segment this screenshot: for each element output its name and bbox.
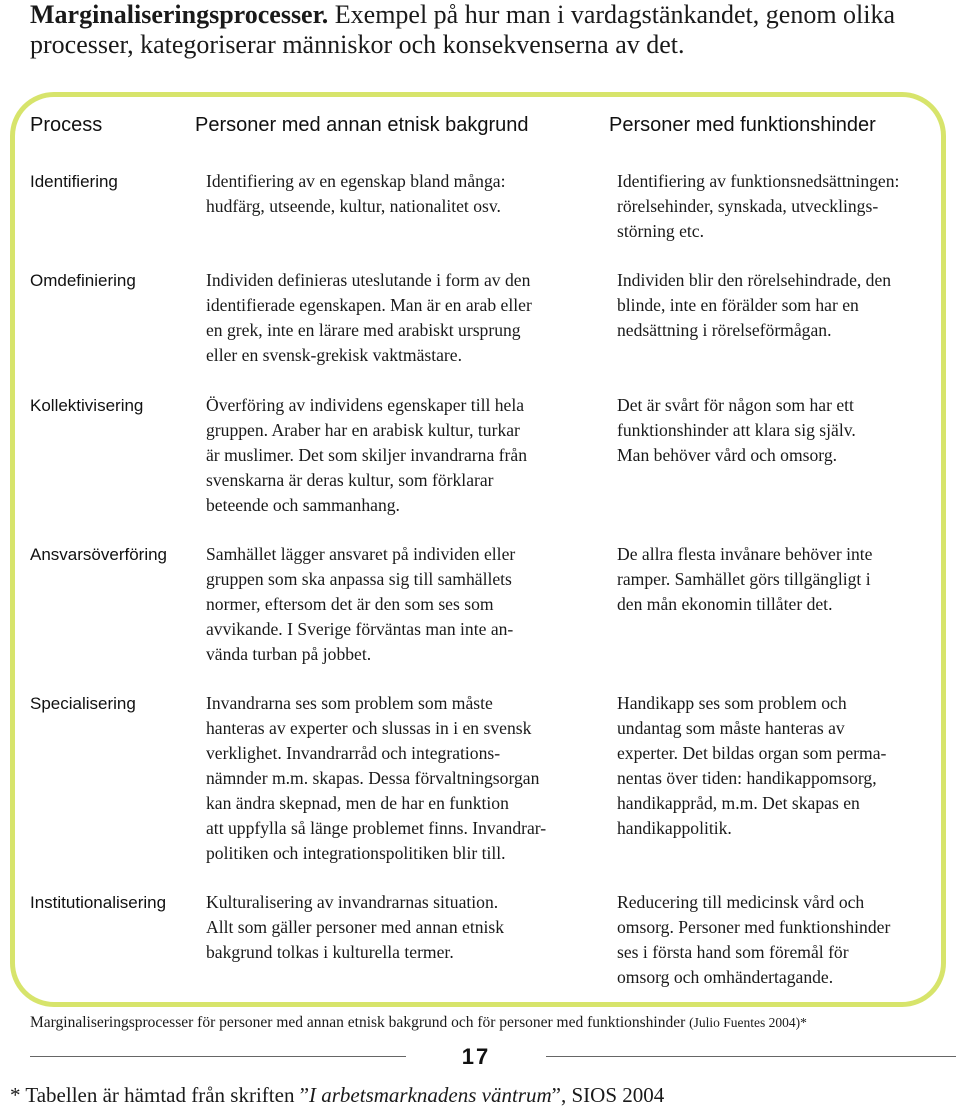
footnote-title: I arbetsmarknadens väntrum [309, 1083, 552, 1107]
footnote [10, 1083, 664, 1108]
header-process: Process [30, 114, 103, 136]
row-ethnic-text: Kulturalisering av invandrarnas situation. Allt som gäller personer med annan etnisk bakgrund tolkas i kulturella termer. [206, 892, 505, 962]
caption-source: (Julio Fuentes 2004)* [689, 1015, 807, 1030]
table-caption [30, 1014, 960, 1032]
page-number: 17 [461, 1044, 491, 1069]
row-disability-text: Reducering till medicinsk vård och omsorg. Personer med funktionshinder ses i första hand som föremål för omsorg och omhändertagande. [617, 892, 891, 987]
row-process-label: Specialisering [30, 694, 136, 713]
row-disability-text: Handikapp ses som problem och undantag som måste hanteras av experter. Det bildas organ som perma- nentas över tiden: handikappomsorg, handikappråd, m.m. Det skapas en handikappolitik. [617, 693, 887, 838]
header-ethnic: Personer med annan etnisk bakgrund [195, 114, 529, 136]
footnote-prefix: * Tabellen är hämtad från skriften ” [10, 1083, 310, 1107]
row-ethnic-text: Identifiering av en egenskap bland många: hudfärg, utseende, kultur, nationalitet osv. [206, 171, 506, 216]
row-process-label: Kollektivisering [30, 396, 144, 415]
footer-rule-right [546, 1056, 956, 1057]
heading-rest: Exempel på hur man i vardagstänkandet, genom olika processer, kategoriserar människor och konsekvenserna av det. [30, 0, 896, 59]
row-disability-text: Individen blir den rörelsehindrade, den blinde, inte en förälder som har en nedsättning i rörelseförmågan. [617, 270, 892, 340]
row-process-label: Identifiering [30, 172, 118, 191]
footnote-suffix: ”, SIOS 2004 [551, 1083, 665, 1107]
footer-rule-left [30, 1056, 406, 1057]
header-disability: Personer med funktionshinder [609, 114, 876, 136]
row-disability-text: De allra flesta invånare behöver inte ramper. Samhället görs tillgängligt i den mån ekonomin tillåter det. [617, 544, 873, 614]
row-disability-text: Identifiering av funktionsnedsättningen: rörelsehinder, synskada, utvecklings- störning etc. [617, 171, 900, 241]
row-disability-text: Det är svårt för någon som har ett funktionshinder att klara sig själv. Man behöver vård och omsorg. [617, 395, 856, 465]
row-process-label: Omdefiniering [30, 271, 136, 290]
row-ethnic-text: Överföring av individens egenskaper till hela gruppen. Araber har en arabisk kultur, turkar är muslimer. Det som skiljer invandrarna från svenskarna är deras kultur, som förklarar beteende och sammanhang. [206, 395, 527, 515]
row-process-label: Institutionalisering [30, 893, 167, 912]
caption-text: Marginaliseringsprocesser för personer med annan etnisk bakgrund och för personer med funktionshinder [30, 1014, 690, 1031]
row-ethnic-text: Samhället lägger ansvaret på individen eller gruppen som ska anpassa sig till samhällets normer, eftersom det är den som ses som avvikande. I Sverige förväntas man inte an- vända turban på jobbet. [206, 544, 516, 664]
page-heading [30, 0, 950, 60]
row-ethnic-text: Individen definieras uteslutande i form av den identifierade egenskapen. Man är en arab eller en grek, inte en lärare med arabiskt ursprung eller en svensk-grekisk vaktmästare. [206, 270, 532, 365]
row-ethnic-text: Invandrarna ses som problem som måste hanteras av experter och slussas in i en svensk verklighet. Invandrarråd och integrations- nämnder m.m. skapas. Dessa förvaltningsorgan kan ändra skepnad, men de har en funktion att uppfylla så länge problemet finns. Invandrar- politiken och integrationspolitiken blir till. [206, 693, 547, 863]
heading-bold: Marginaliseringsprocesser. [30, 0, 329, 29]
row-process-label: Ansvarsöverföring [30, 545, 168, 564]
